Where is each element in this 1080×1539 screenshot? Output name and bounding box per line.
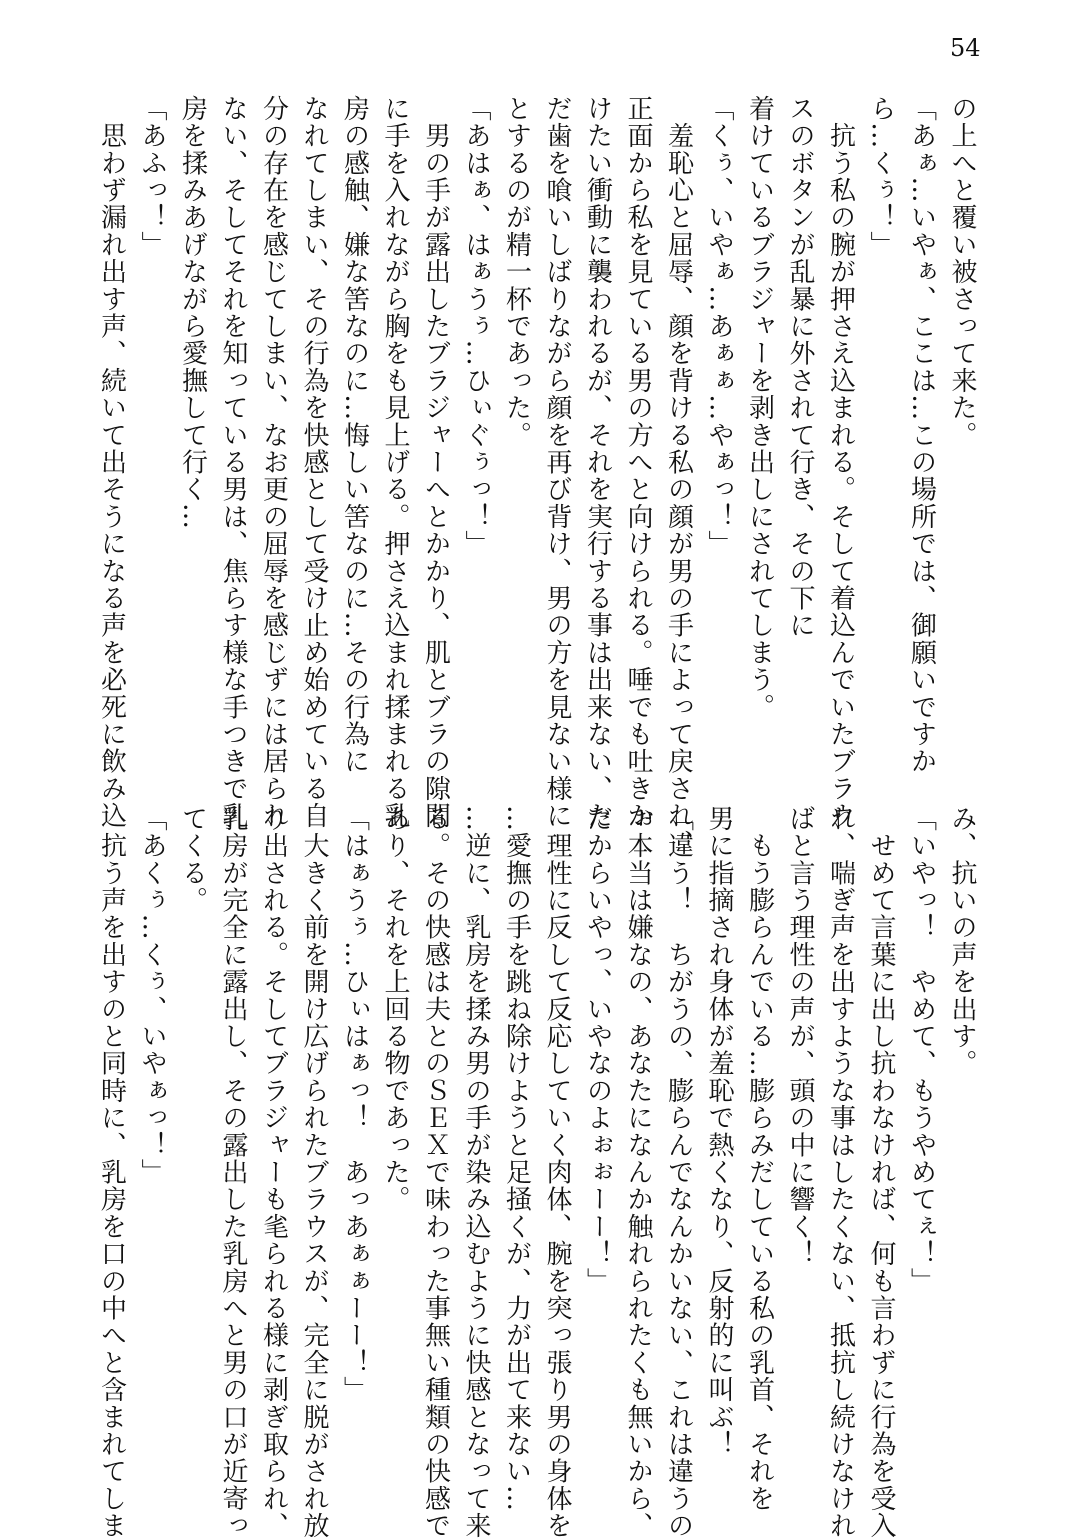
text-column: の上へと覆い被さって来た。 [947, 95, 977, 449]
text-column: 着けているブラジャーを剥き出しにされてしまう。 [744, 95, 775, 721]
text-column: る。その快感は夫とのＳＥＸで味わった事無い種類の快感で [420, 805, 451, 1539]
text-column: 乳房が完全に露出し、その露出した乳房へと男の口が近寄っ [218, 805, 248, 1539]
text-column: 理性に反して反応していく肉体、腕を突っ張り男の身体を [542, 805, 572, 1539]
text-column: 房の感触、嫌な筈なのに…悔しい筈なのに…その行為に [339, 95, 370, 775]
text-column: 抗う声を出すのと同時に、乳房を口の中へと含まれてしま [96, 805, 127, 1539]
text-column: 「はぁうぅ…ひぃはぁっ！ あっあぁぁーー！」 [339, 805, 370, 1404]
text-column: 抗う私の腕が押さえ込まれる。そして着込んでいたブラウ [825, 95, 856, 830]
text-column: …愛撫の手を跳ね除けようと足掻くが、力が出て来ない… [501, 805, 532, 1513]
text-column: み、抗いの声を出す。 [947, 805, 977, 1077]
text-column: 「違う！ ちがうの、膨らんでなんかいない、これは違うの [663, 805, 694, 1539]
text-column: 「あふっ！」 [137, 95, 167, 259]
text-column: 男に指摘され身体が羞恥で熱くなり、反射的に叫ぶ！ [704, 805, 734, 1458]
text-column: 思わず漏れ出す声、続いて出そうになる声を必死に飲み込 [96, 95, 127, 830]
text-column: 「くぅ、いやぁ…あぁぁ…やぁっ！」 [704, 95, 734, 558]
text-column: もう膨らんでいる…膨らみだしている私の乳首、それを [744, 805, 775, 1513]
text-column: てくる。 [177, 805, 208, 914]
text-column: 「あくぅ…くぅ、いやぁっ！」 [137, 805, 167, 1186]
text-block-top [91, 95, 982, 857]
text-column: 正面から私を見ている男の方へと向けられる。唾でも吐きか [623, 95, 653, 830]
text-column: だ歯を喰いしばりながら顔を再び背け、男の方を見ない様に [542, 95, 572, 830]
text-column: とするのが精一杯であった。 [501, 95, 532, 449]
text-column: 大きく前を開け広げられたブラウスが、完全に脱がされ放 [299, 805, 329, 1539]
text-column: り出される。そしてブラジャーも毟られる様に剥ぎ取られ、 [258, 805, 289, 1539]
text-column: 男の手が露出したブラジャーへとかかり、肌とブラの隙間 [420, 95, 451, 830]
text-column: 「あぁ…いやぁ、ここは…この場所では、御願いですか [906, 95, 937, 775]
text-column: せめて言葉に出し抗わなければ、何も言わずに行為を受入 [866, 805, 896, 1539]
text-column: ない、そしてそれを知っている男は、焦らす様な手つきで乳 [218, 95, 248, 830]
text-column: ばと言う理性の声が、頭の中に響く！ [785, 805, 815, 1268]
text-column: 分の存在を感じてしまい、なお更の屈辱を感じずには居られ [258, 95, 289, 830]
text-column: 房を揉みあげながら愛撫して行く… [177, 95, 208, 531]
text-column: なれてしまい、その行為を快感として受け止め始めている自 [299, 95, 329, 830]
text-column: ぉ本当は嫌なの、あなたになんか触れられたくも無いから、 [623, 805, 653, 1539]
text-column: スのボタンが乱暴に外されて行き、その下に [785, 95, 815, 639]
text-column: だからいやっ、いやなのよぉぉーー！」 [582, 805, 613, 1295]
text-column: ら…くぅ！」 [866, 95, 896, 259]
text-column: 羞恥心と屈辱、顔を背ける私の顔が男の手によって戻され、 [663, 95, 694, 857]
text-column: れ、喘ぎ声を出すような事はしたくない、抵抗し続けなけれ [825, 805, 856, 1539]
text-column: 「いやっ！ やめて、もうやめてぇ！」 [906, 805, 937, 1295]
page-number: 54 [950, 34, 981, 62]
text-column: に手を入れながら胸をも見上げる。押さえ込まれ揉まれる乳 [380, 95, 410, 830]
text-column: けたい衝動に襲われるが、それを実行する事は出来ない、た [582, 95, 613, 830]
text-column: 「あはぁ、はぁうぅ…ひぃぐぅっ！」 [461, 95, 491, 558]
text-column: あり、それを上回る物であった。 [380, 805, 410, 1213]
text-block-bottom [91, 805, 982, 1539]
text-column: …逆に、乳房を揉み男の手が染み込むように快感となって来 [461, 805, 491, 1539]
